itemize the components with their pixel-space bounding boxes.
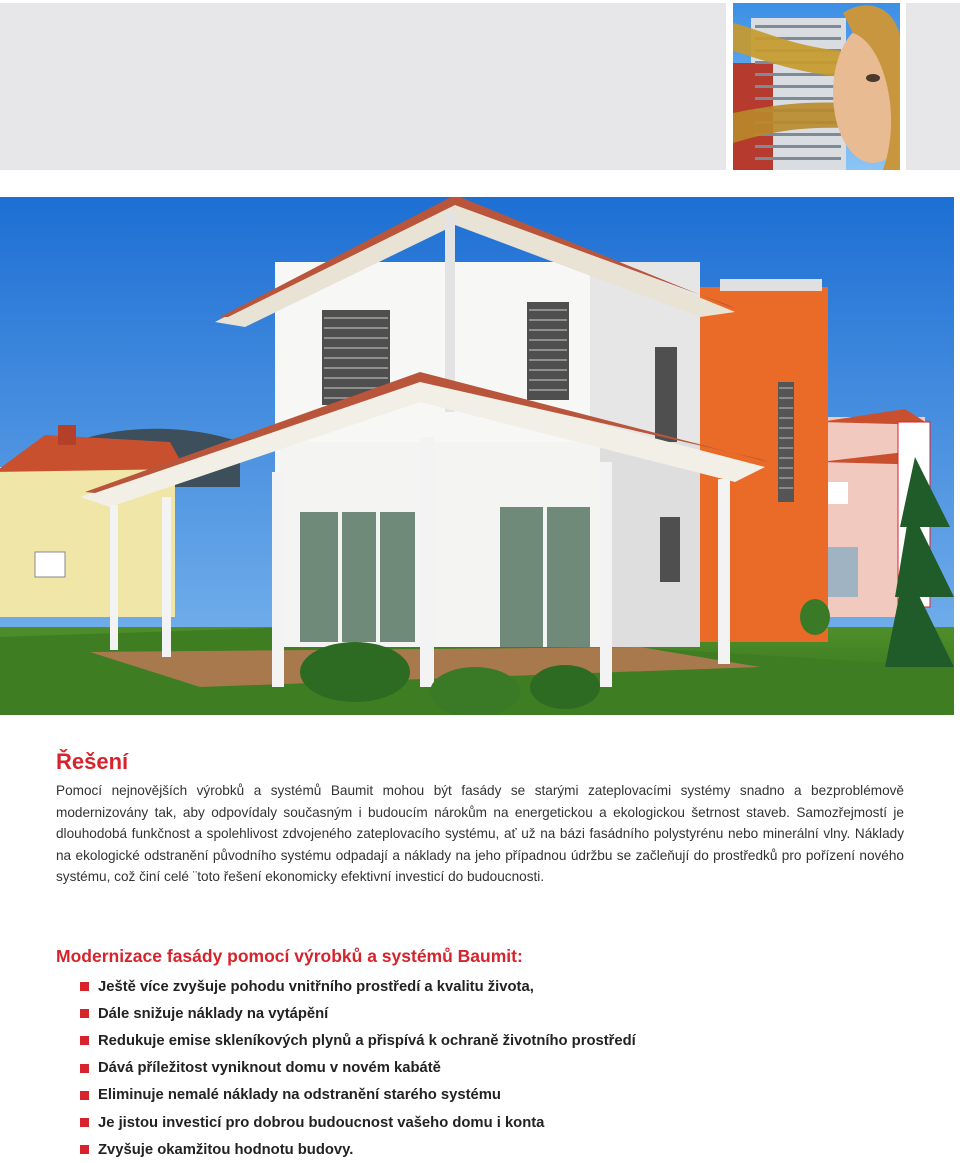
list-item [80,1109,636,1136]
list-item-text: Je jistou investicí pro dobrou budoucnost vašeho domu i konta [98,1114,545,1131]
grey-panel-left [0,3,726,170]
main-content [56,748,904,888]
list-item-text: Redukuje emise skleníkových plynů a přispívá k ochraně životního prostředí [98,1032,636,1049]
list-item [80,1000,636,1027]
bullet-square-icon [80,982,89,991]
bullet-square-icon [80,1118,89,1127]
list-item-text: Dává příležitost vyniknout domu v novém kabátě [98,1060,441,1077]
section-heading: Řešení [56,749,129,774]
bullet-square-icon [80,1036,89,1045]
bullet-square-icon [80,1091,89,1100]
bullet-square-icon [80,1064,89,1073]
list-item [80,1027,636,1054]
top-band [0,0,960,172]
bullet-square-icon [80,1145,89,1154]
thumbnail-photo-woman-building [733,3,900,170]
bullet-square-icon [80,1009,89,1018]
list-item-text: Ještě více zvyšuje pohodu vnitřního prostředí a kvalitu života, [98,978,534,995]
benefit-list [80,973,636,1163]
list-item-text: Eliminuje nemalé náklady na odstranění starého systému [98,1087,501,1104]
list-item [80,1055,636,1082]
list-heading: Modernizace fasády pomocí výrobků a systémů Baumit: [56,946,523,966]
grey-panel-right [906,3,960,170]
list-item [80,1082,636,1109]
intro-paragraph: Pomocí nejnovějších výrobků a systémů Baumit mohou být fasády se starými zateplovacími systémy snadno a bezproblémově modernizovány tak, aby odpovídaly současným i budoucím nárokům na energetickou a ekologickou šetrnost staveb. Samozřejmostí je dlouhodobá funkčnost a spolehlivost zdvojeného zateplovacího systému, ať už na bázi fasádního polystyrénu nebo minerální vlny. Náklady na ekologické odstranění původního systému odpadají a náklady na jeho případnou údržbu se začleňují do prostředků pro pořízení nového systému, což činí celé ¨toto řešení ekonomicky efektivní investicí do budoucnosti. [56,783,904,884]
hero-photo-house [0,197,954,715]
list-item-text: Zvyšuje okamžitou hodnotu budovy. [98,1141,354,1158]
thumbnail-illustration [733,3,900,170]
house-illustration [0,197,954,715]
list-item [80,973,636,1000]
list-item-text: Dále snižuje náklady na vytápění [98,1005,329,1022]
